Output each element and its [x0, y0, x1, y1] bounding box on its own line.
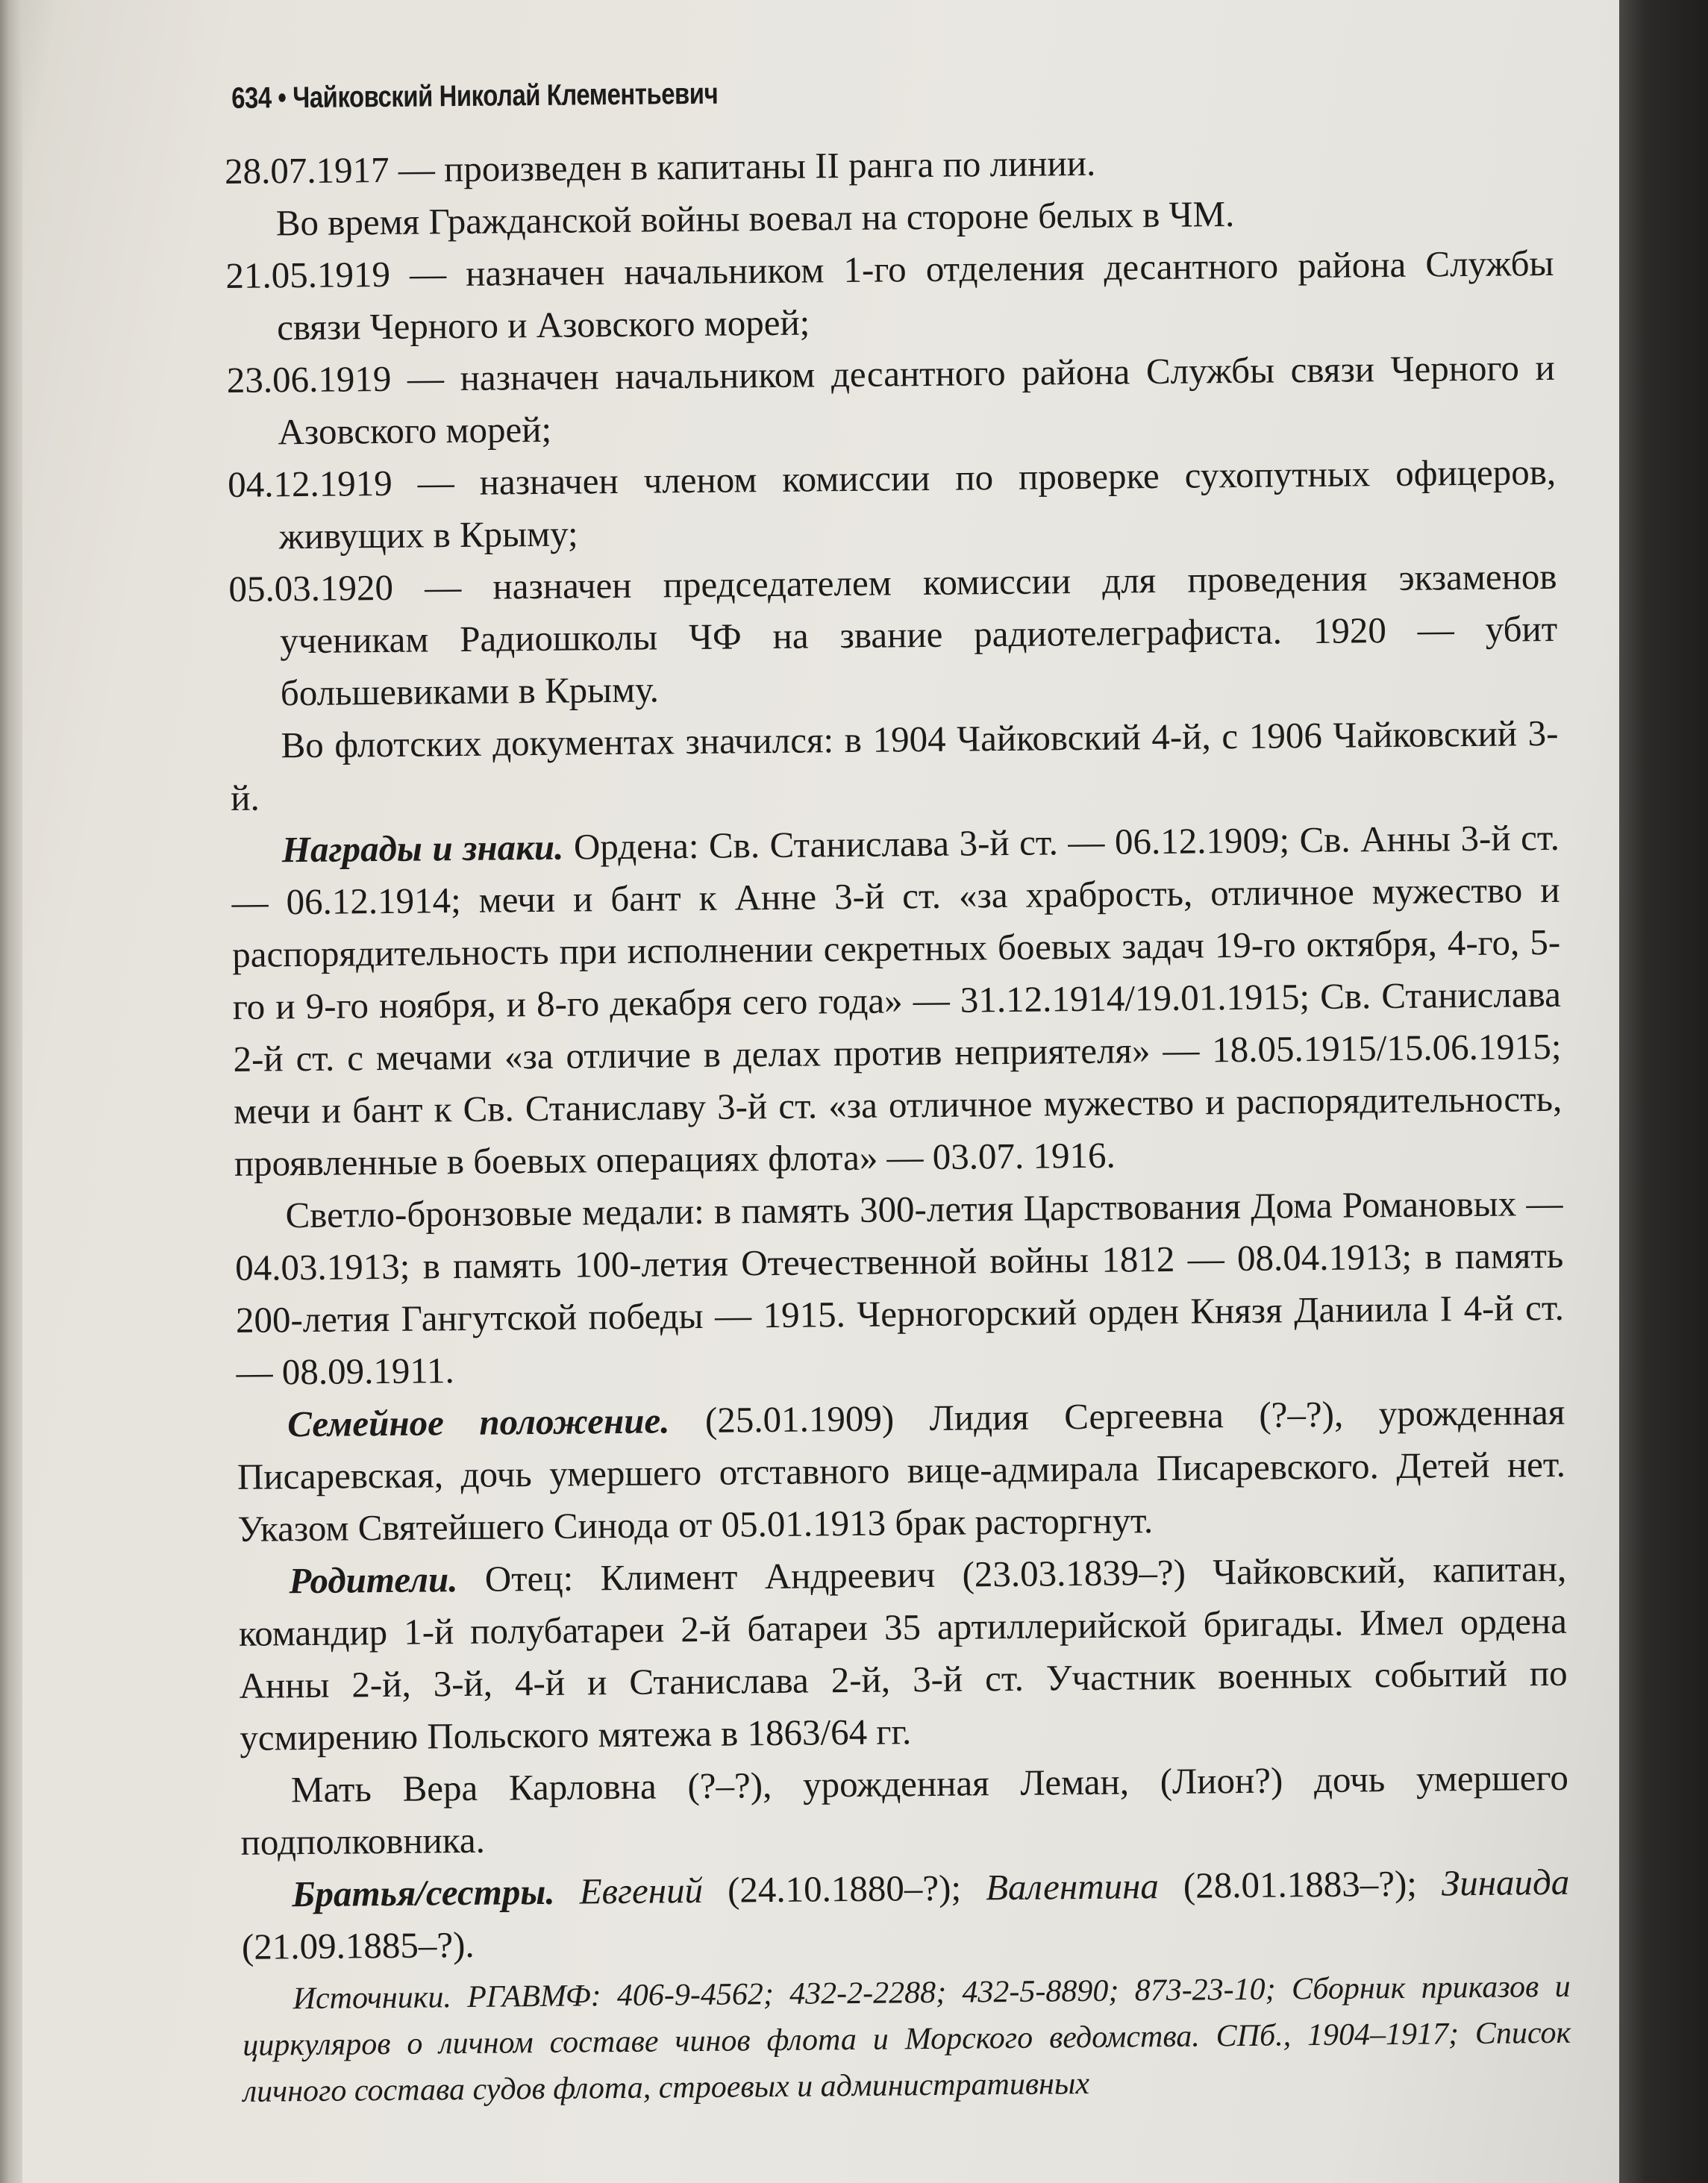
- header-separator: •: [278, 81, 287, 115]
- page-number: 634: [231, 81, 272, 115]
- header-person-name: Чайковский Николай Клементьевич: [293, 77, 719, 115]
- entry-text: — назначен начальником десантного района Службы связи Черного и Азовского морей;: [278, 346, 1556, 453]
- entry-date: 23.06.1919: [226, 357, 392, 401]
- fleet-documents-note: Во флотских документах значился: в 1904 Чайковский 4-й, с 1906 Чайковский 3-й.: [230, 712, 1559, 818]
- parents-heading: Родители.: [289, 1559, 458, 1602]
- entry-date: 05.03.1920: [228, 566, 394, 610]
- sibling-dates: (24.10.1880–?);: [702, 1867, 986, 1911]
- parents-text: Отец: Климент Андреевич (23.03.1839–?) Чайковский, капитан, командир 1-й полубатареи 2-й батареи 35 артиллерийской бригады. Имел ордена Анны 2-й, 3-й, 4-й и Станислава 2-й, 3-й ст. Участник военных событий по усмирению Польского мятежа в 1863/64 гг.: [238, 1547, 1568, 1758]
- service-entry: [225, 237, 1554, 354]
- entry-text: — назначен начальником 1-го отделения десантного района Службы связи Черного и Азовского морей;: [276, 242, 1554, 348]
- sibling-name: Валентина: [985, 1865, 1160, 1908]
- entry-text: — назначен членом комиссии по проверке сухопутных офицеров, живущих в Крыму;: [278, 451, 1557, 557]
- service-entry: [227, 342, 1556, 459]
- sibling-name: Евгений: [579, 1869, 704, 1912]
- awards-paragraph: [231, 812, 1563, 1190]
- siblings-paragraph: [241, 1856, 1570, 1973]
- family-paragraph: [237, 1386, 1566, 1556]
- entry-text: — произведен в капитаны II ранга по линии.: [389, 142, 1096, 190]
- family-heading: Семейное положение.: [287, 1400, 670, 1445]
- entry-date: 28.07.1917: [224, 148, 390, 192]
- background-shadow: [1619, 0, 1708, 2183]
- page-content: [224, 69, 1571, 2115]
- running-header: [231, 72, 1315, 116]
- entry-text: — назначен председателем комиссии для проведения экзаменов ученикам Радиошколы ЧФ на звание радиотелеграфиста. 1920 — убит большевиками в Крыму.: [279, 555, 1558, 714]
- service-entry: [228, 551, 1558, 720]
- parents-paragraph: [238, 1543, 1568, 1764]
- medals-paragraph: Светло-бронзовые медали: в память 300-летия Царствования Дома Романовых — 04.03.1913; в память 100-летия Отечественной войны 1812 — 08.04.1913; в память 200-летия Гангутской победы — 1915. Черногорский орден Князя Даниила I 4-й ст. — 08.09.1911.: [234, 1182, 1565, 1393]
- siblings-heading: Братья/сестры.: [292, 1870, 555, 1915]
- awards-text: Ордена: Св. Станислава 3-й ст. — 06.12.1909; Св. Анны 3-й ст. — 06.12.1914; мечи и бант к Анне 3-й ст. «за храбрость, отличное мужество и распорядительность при исполнении секретных боевых задач 19-го октября, 4-го, 5-го и 9-го ноября, и 8-го декабря сего года» — 31.12.1914/19.01.1915; Св. Станислава 2-й ст. с мечами «за отличие в делах против неприятеля» — 18.05.1915/15.06.1915; мечи и бант к Св. Станиславу 3-й ст. «за отличное мужество и распорядительность, проявленные в боевых операциях флота» — 03.07. 1916.: [231, 816, 1562, 1184]
- mother-paragraph: Мать Вера Карловна (?–?), урожденная Леман, (Лион?) дочь умершего подполковника.: [240, 1756, 1569, 1863]
- service-entry: [228, 446, 1557, 563]
- sources-paragraph: Источники. РГАВМФ: 406-9-4562; 432-2-2288; 432-5-8890; 873-23-10; Сборник приказов и циркуляров о личном составе чинов флота и Морского ведомства. СПб., 1904–1917; Список личного состава судов флота, строевых и административных: [243, 1969, 1571, 2109]
- sibling-dates: (28.01.1883–?);: [1158, 1862, 1442, 1907]
- civil-war-note: Во время Гражданской войны воевал на стороне белых в ЧМ.: [275, 193, 1235, 244]
- sibling-dates: (21.09.1885–?).: [241, 1923, 475, 1967]
- awards-heading: Награды и знаки.: [281, 826, 564, 871]
- entry-date: 21.05.1919: [225, 253, 391, 296]
- entry-date: 04.12.1919: [227, 462, 392, 505]
- page-binding-edge: [0, 0, 22, 2183]
- biography-text: [225, 133, 1570, 1973]
- sibling-name: Зинаида: [1441, 1861, 1570, 1904]
- family-text: (25.01.1909) Лидия Сергеевна (?–?), урожденная Писаревская, дочь умершего отставного вице-адмирала Писаревского. Детей нет. Указом Святейшего Синода от 05.01.1913 брак расторгнут.: [237, 1391, 1566, 1550]
